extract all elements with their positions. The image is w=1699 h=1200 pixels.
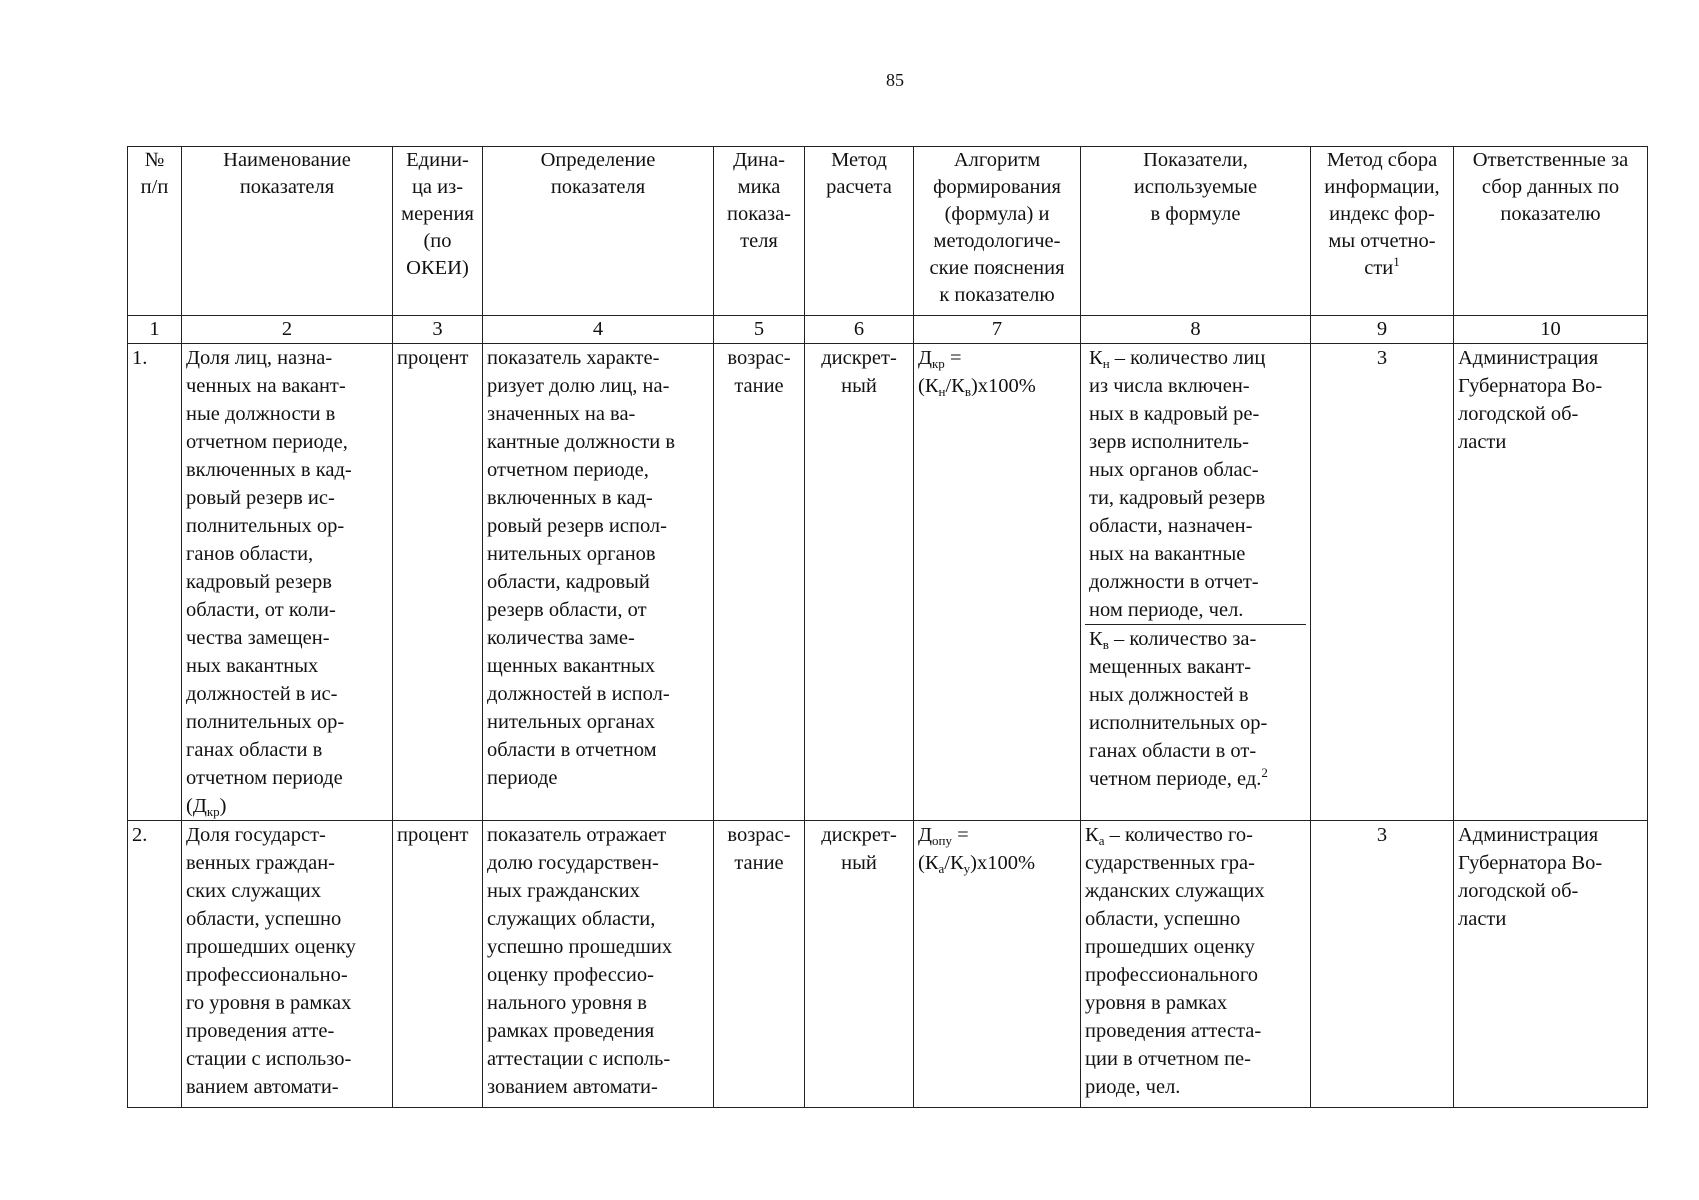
column-number: 1	[128, 316, 182, 344]
indicator-name: Доля государст- венных граждан- ских служащих области, успешно прошедших оценку профессионально- го уровня в рамках проведения атте- стации с использо- ванием автомати-	[182, 821, 393, 1108]
header-row	[128, 147, 1648, 316]
header-method: Метод расчета	[805, 147, 914, 316]
indicator-kv: $К_в$ – количество за- мещенных вакант- ных должностей в исполнительных ор- ганах области в от- четном периоде, ед.$^2$	[1089, 628, 1268, 790]
formula-indicators	[1081, 344, 1311, 821]
header-formula: Алгоритм формирования (формула) и методологиче- ские пояснения к показателю	[914, 147, 1081, 316]
responsible: Администрация Губернатора Во- логодской об- ласти	[1454, 821, 1648, 1108]
column-number: 3	[393, 316, 483, 344]
header-definition: Определение показателя	[483, 147, 714, 316]
header-num: № п/п	[128, 147, 182, 316]
unit-of-measure: процент	[393, 344, 483, 821]
indicator-dynamics: возрас- тание	[714, 344, 805, 821]
column-number: 9	[1311, 316, 1454, 344]
responsible: Администрация Губернатора Во- логодской об- ласти	[1454, 344, 1648, 821]
header-name: Наименование показателя	[182, 147, 393, 316]
page-number: 85	[886, 70, 904, 90]
header-indicators: Показатели, используемые в формуле	[1081, 147, 1311, 316]
table-row	[128, 344, 1648, 821]
formula: $Д_{кр}$ = $(К_н/К_в)х100\%$	[914, 344, 1081, 821]
column-number: 4	[483, 316, 714, 344]
row-number: 1.	[128, 344, 182, 821]
column-number: 5	[714, 316, 805, 344]
header-responsible: Ответственные за сбор данных по показателю	[1454, 147, 1648, 316]
table-row	[128, 821, 1648, 1108]
indicators-table	[127, 146, 1648, 1108]
indicator-dynamics: возрас- тание	[714, 821, 805, 1108]
indicator-kn: $К_н$ – количество лиц из числа включен- ных в кадровый ре- зерв исполнитель- ных органов облас- ти, кадровый резерв области, назначен- ных на вакантные должности в отчет- ном периоде, чел.	[1085, 344, 1306, 625]
formula-indicators	[1081, 821, 1311, 1108]
column-number: 10	[1454, 316, 1648, 344]
column-number-row	[128, 316, 1648, 344]
collection-method: 3	[1311, 344, 1454, 821]
calculation-method: дискрет- ный	[805, 344, 914, 821]
indicator-name: Доля лиц, назна- ченных на вакант- ные должности в отчетном периоде, включенных в кад- ровый резерв ис- полнительных ор- ганов области, кадровый резерв области, от коли- чества замещен- ных вакантных должностей в ис- полнительных ор- ганах области в отчетном периоде $(Д_{кр})$	[182, 344, 393, 821]
header-unit: Едини- ца из- мерения (по ОКЕИ)	[393, 147, 483, 316]
header-collection: Метод сбора информации, индекс фор- мы отчетно- сти$^1$	[1311, 147, 1454, 316]
indicator-definition: показатель характе- ризует долю лиц, на- значенных на ва- кантные должности в отчетном периоде, включенных в кад- ровый резерв испол- нительных органов области, кадровый резерв области, от количества заме- щенных вакантных должностей в испол- нительных органах области в отчетном периоде	[483, 344, 714, 821]
row-number: 2.	[128, 821, 182, 1108]
indicator-ka: $К_а$ – количество го- сударственных гра- жданских служащих области, успешно прошедших оценку профессионального уровня в рамках проведения аттеста- ции в отчетном пе- риоде, чел.	[1085, 824, 1265, 1098]
collection-method: 3	[1311, 821, 1454, 1108]
indicator-definition: показатель отражает долю государствен- ных гражданских служащих области, успешно прошедших оценку профессио- нального уровня в рамках проведения аттестации с исполь- зованием автомати-	[483, 821, 714, 1108]
calculation-method: дискрет- ный	[805, 821, 914, 1108]
column-number: 6	[805, 316, 914, 344]
column-number: 8	[1081, 316, 1311, 344]
unit-of-measure: процент	[393, 821, 483, 1108]
formula: $Д_{опу}$ = $(К_а/К_у)х100\%$	[914, 821, 1081, 1108]
footnote-marker: 1	[1393, 254, 1400, 269]
footnote-marker: 2	[1261, 765, 1268, 780]
header-dynamics: Дина- мика показа- теля	[714, 147, 805, 316]
column-number: 2	[182, 316, 393, 344]
column-number: 7	[914, 316, 1081, 344]
